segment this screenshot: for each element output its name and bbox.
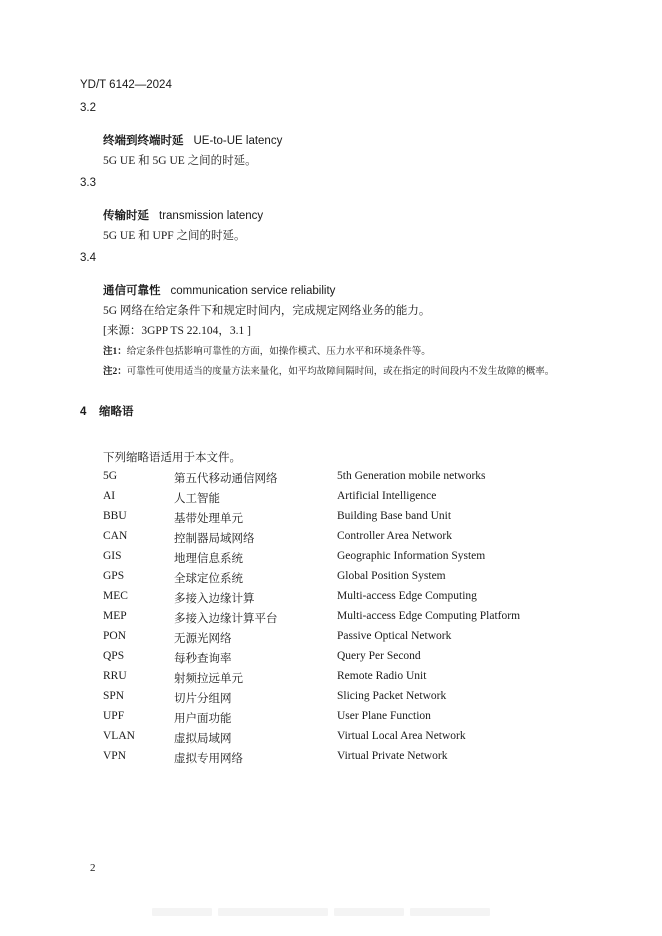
abbreviation: 5G xyxy=(103,470,118,482)
abbreviation-row xyxy=(103,490,583,510)
chinese-term: 用户面功能 xyxy=(174,713,232,725)
definition-3-3: 5G UE 和 UPF 之间的时延。 xyxy=(103,230,246,242)
abbreviation-row xyxy=(103,710,583,730)
abbreviation: RRU xyxy=(103,670,127,682)
abbreviation-row xyxy=(103,750,583,770)
chinese-term: 虚拟局域网 xyxy=(174,733,232,745)
abbreviation: MEP xyxy=(103,610,127,622)
footer-watermark xyxy=(152,906,504,918)
page-number: 2 xyxy=(90,862,96,874)
section-title: 缩略语 xyxy=(99,406,134,418)
term-zh: 传输时延 xyxy=(103,210,149,222)
term-zh: 通信可靠性 xyxy=(103,285,161,297)
source-reference: [来源：3GPP TS 22.104，3.1 ] xyxy=(103,325,251,337)
english-term: Passive Optical Network xyxy=(337,630,452,642)
term-zh: 终端到终端时延 xyxy=(103,135,184,147)
abbreviation-row xyxy=(103,610,583,630)
abbreviation-row xyxy=(103,470,583,490)
abbreviation-row xyxy=(103,690,583,710)
chinese-term: 基带处理单元 xyxy=(174,513,243,525)
term-ue-to-ue-latency xyxy=(103,132,282,148)
abbreviation: CAN xyxy=(103,530,128,542)
chinese-term: 控制器局域网络 xyxy=(174,533,255,545)
chinese-term: 虚拟专用网络 xyxy=(174,753,243,765)
chinese-term: 全球定位系统 xyxy=(174,573,243,585)
clause-number-3-4: 3.4 xyxy=(80,252,96,264)
english-term: User Plane Function xyxy=(337,710,431,722)
english-term: Building Base band Unit xyxy=(337,510,452,522)
abbreviation: VPN xyxy=(103,750,127,762)
note-text: 给定条件包括影响可靠性的方面，如操作模式、压力水平和环境条件等。 xyxy=(126,347,431,357)
abbreviation: QPS xyxy=(103,650,125,662)
english-term: 5th Generation mobile networks xyxy=(337,470,486,482)
clause-number-3-3: 3.3 xyxy=(80,177,96,189)
note-1 xyxy=(103,343,431,357)
abbreviation-row xyxy=(103,650,583,670)
clause-number-3-2: 3.2 xyxy=(80,102,96,114)
chinese-term: 第五代移动通信网络 xyxy=(174,473,278,485)
chinese-term: 每秒查询率 xyxy=(174,653,232,665)
english-term: Slicing Packet Network xyxy=(337,690,447,702)
definition-3-4: 5G 网络在给定条件下和规定时间内，完成规定网络业务的能力。 xyxy=(103,305,431,317)
abbreviation-row xyxy=(103,590,583,610)
english-term: Virtual Local Area Network xyxy=(337,730,466,742)
english-term: Virtual Private Network xyxy=(337,750,448,762)
english-term: Global Position System xyxy=(337,570,446,582)
note-2 xyxy=(103,363,554,377)
abbreviation: PON xyxy=(103,630,127,642)
note-text: 可靠性可使用适当的度量方法来量化，如平均故障间隔时间，或在指定的时间段内不发生故障的概率。 xyxy=(126,367,555,377)
abbreviation: AI xyxy=(103,490,116,502)
english-term: Controller Area Network xyxy=(337,530,452,542)
abbreviation-row xyxy=(103,670,583,690)
chinese-term: 地理信息系统 xyxy=(174,553,243,565)
term-communication-service-reliability xyxy=(103,282,335,298)
abbreviation: GPS xyxy=(103,570,125,582)
note-label: 注2： xyxy=(103,367,127,377)
document-id: YD/T 6142—2024 xyxy=(80,79,172,91)
term-en: UE-to-UE latency xyxy=(193,135,283,147)
english-term: Remote Radio Unit xyxy=(337,670,427,682)
abbreviation-list xyxy=(103,470,583,770)
note-label: 注1： xyxy=(103,347,127,357)
abbreviation: MEC xyxy=(103,590,128,602)
term-transmission-latency xyxy=(103,207,263,223)
chinese-term: 多接入边缘计算 xyxy=(174,593,255,605)
chinese-term: 人工智能 xyxy=(174,493,220,505)
chinese-term: 切片分组网 xyxy=(174,693,232,705)
chinese-term: 多接入边缘计算平台 xyxy=(174,613,278,625)
english-term: Artificial Intelligence xyxy=(337,490,437,502)
english-term: Query Per Second xyxy=(337,650,421,662)
abbreviation: UPF xyxy=(103,710,125,722)
abbreviation: BBU xyxy=(103,510,127,522)
abbreviation: GIS xyxy=(103,550,122,562)
abbreviation-row xyxy=(103,570,583,590)
abbreviation-row xyxy=(103,730,583,750)
term-en: transmission latency xyxy=(159,210,264,222)
abbreviations-intro: 下列缩略语适用于本文件。 xyxy=(103,452,241,464)
definition-3-2: 5G UE 和 5G UE 之间的时延。 xyxy=(103,155,257,167)
chinese-term: 射频拉远单元 xyxy=(174,673,243,685)
english-term: Geographic Information System xyxy=(337,550,486,562)
abbreviation: VLAN xyxy=(103,730,135,742)
english-term: Multi-access Edge Computing xyxy=(337,590,477,602)
section-heading xyxy=(80,403,134,419)
abbreviation: SPN xyxy=(103,690,125,702)
section-number: 4 xyxy=(80,406,87,418)
abbreviation-row xyxy=(103,510,583,530)
abbreviation-row xyxy=(103,550,583,570)
english-term: Multi-access Edge Computing Platform xyxy=(337,610,521,622)
chinese-term: 无源光网络 xyxy=(174,633,232,645)
abbreviation-row xyxy=(103,530,583,550)
abbreviation-row xyxy=(103,630,583,650)
term-en: communication service reliability xyxy=(170,285,336,297)
